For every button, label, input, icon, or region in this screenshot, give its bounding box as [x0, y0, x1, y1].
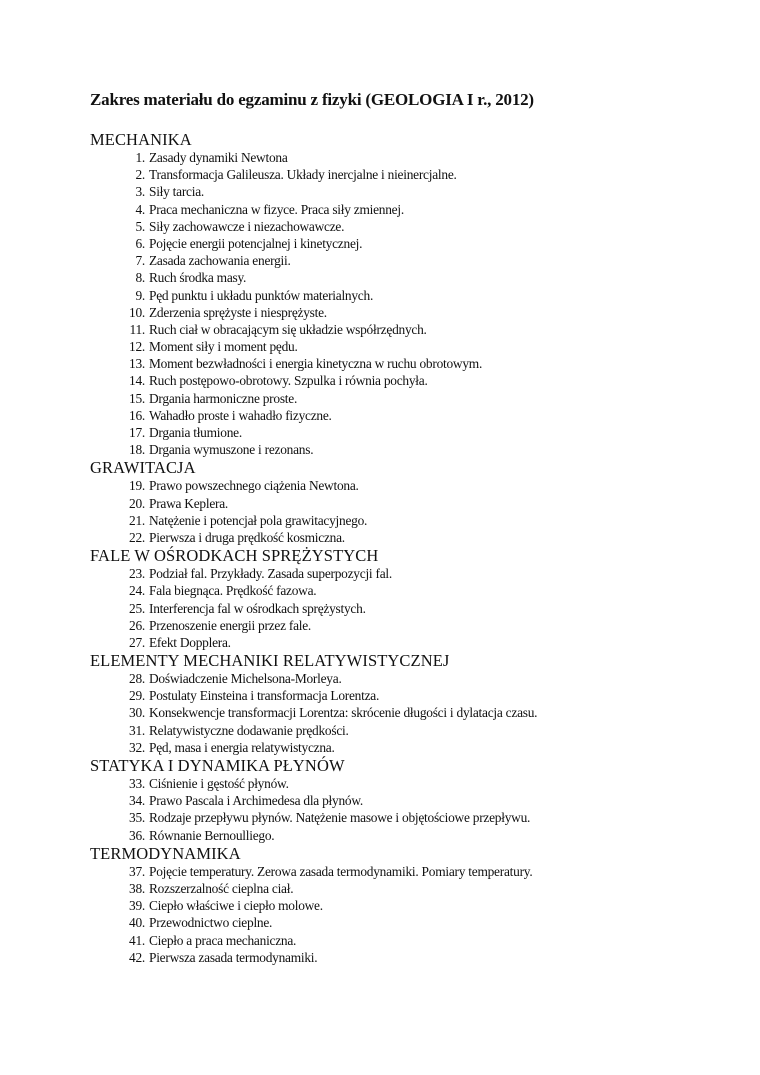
- list-item: [90, 321, 730, 338]
- item-text: Pojęcie temperatury. Zerowa zasada termodynamiki. Pomiary temperatury.: [149, 863, 533, 879]
- item-number: 16.: [129, 407, 145, 423]
- item-text: Drgania harmoniczne proste.: [149, 390, 298, 406]
- topic-list: [90, 477, 730, 546]
- item-number: 42.: [129, 949, 145, 965]
- list-item: [90, 722, 730, 739]
- list-item: [90, 704, 730, 721]
- item-number: 23.: [129, 566, 145, 582]
- list-item: [90, 338, 730, 355]
- item-number: 41.: [129, 932, 145, 948]
- item-number: 18.: [129, 442, 145, 458]
- topic-list: [90, 149, 730, 458]
- list-item: [90, 424, 730, 441]
- item-text: Pojęcie energii potencjalnej i kinetycznej.: [149, 235, 363, 251]
- item-text: Konsekwencje transformacji Lorentza: skrócenie długości i dylatacja czasu.: [149, 705, 538, 721]
- list-item: [90, 582, 730, 599]
- item-text: Moment siły i moment pędu.: [149, 339, 298, 355]
- item-number: 30.: [129, 705, 145, 721]
- item-number: 13.: [129, 356, 145, 372]
- item-number: 27.: [129, 634, 145, 650]
- item-number: 25.: [129, 600, 145, 616]
- list-item: [90, 827, 730, 844]
- item-number: 5.: [135, 218, 145, 234]
- list-item: [90, 495, 730, 512]
- list-item: [90, 372, 730, 389]
- section-heading: FALE W OŚRODKACH SPRĘŻYSTYCH: [90, 546, 379, 566]
- item-number: 11.: [129, 321, 145, 337]
- topic-list: [90, 670, 730, 756]
- item-text: Prawa Keplera.: [149, 495, 229, 511]
- topic-list: [90, 863, 730, 966]
- item-text: Zasada zachowania energii.: [149, 253, 291, 269]
- item-text: Zderzenia sprężyste i niesprężyste.: [149, 304, 327, 320]
- item-text: Doświadczenie Michelsona-Morleya.: [149, 671, 342, 687]
- list-item: [90, 529, 730, 546]
- item-text: Podział fal. Przykłady. Zasada superpozycji fal.: [149, 566, 392, 582]
- list-item: [90, 634, 730, 651]
- item-text: Prawo Pascala i Archimedesa dla płynów.: [149, 793, 363, 809]
- list-item: [90, 512, 730, 529]
- item-text: Drgania tłumione.: [149, 425, 242, 440]
- list-item: [90, 269, 730, 286]
- item-text: Praca mechaniczna w fizyce. Praca siły zmiennej.: [149, 201, 404, 217]
- topic-list: [90, 775, 730, 844]
- list-item: [90, 252, 730, 269]
- item-number: 40.: [129, 915, 145, 931]
- item-number: 34.: [129, 793, 145, 809]
- list-item: [90, 880, 730, 897]
- item-number: 24.: [129, 583, 145, 599]
- item-text: Pęd, masa i energia relatywistyczna.: [149, 739, 335, 755]
- item-number: 1.: [135, 150, 145, 165]
- item-number: 6.: [135, 235, 145, 251]
- item-number: 29.: [129, 688, 145, 704]
- list-item: [90, 390, 730, 407]
- item-text: Pierwsza zasada termodynamiki.: [149, 949, 318, 965]
- list-item: [90, 809, 730, 826]
- item-text: Rozszerzalność cieplna ciał.: [149, 880, 294, 896]
- item-number: 21.: [129, 512, 145, 528]
- section-heading: STATYKA I DYNAMIKA PŁYNÓW: [90, 756, 345, 775]
- item-text: Rodzaje przepływu płynów. Natężenie masowe i objętościowe przepływu.: [149, 810, 531, 826]
- list-item: [90, 932, 730, 949]
- section-heading: ELEMENTY MECHANIKI RELATYWISTYCZNEJ: [90, 651, 450, 671]
- item-text: Moment bezwładności i energia kinetyczna w ruchu obrotowym.: [149, 356, 483, 372]
- item-text: Zasady dynamiki Newtona: [149, 150, 288, 165]
- list-item: [90, 477, 730, 494]
- list-item: [90, 287, 730, 304]
- list-item: [90, 355, 730, 372]
- item-number: 10.: [129, 304, 145, 320]
- item-number: 17.: [129, 425, 145, 440]
- list-item: [90, 183, 730, 200]
- list-item: [90, 739, 730, 756]
- item-number: 4.: [135, 201, 145, 217]
- item-text: Przenoszenie energii przez fale.: [149, 617, 312, 633]
- list-item: [90, 775, 730, 792]
- list-item: [90, 914, 730, 931]
- list-item: [90, 407, 730, 424]
- item-text: Postulaty Einsteina i transformacja Lorentza.: [149, 688, 380, 704]
- list-item: [90, 304, 730, 321]
- item-number: 7.: [135, 253, 145, 269]
- section-heading: MECHANIKA: [90, 130, 192, 149]
- list-item: [90, 235, 730, 252]
- item-number: 20.: [129, 495, 145, 511]
- list-item: [90, 949, 730, 966]
- item-number: 26.: [129, 617, 145, 633]
- item-number: 9.: [135, 287, 145, 303]
- section-heading: GRAWITACJA: [90, 458, 196, 478]
- list-item: [90, 565, 730, 582]
- list-item: [90, 617, 730, 634]
- item-text: Ciepło a praca mechaniczna.: [149, 932, 297, 948]
- item-text: Siły zachowawcze i niezachowawcze.: [149, 218, 345, 234]
- item-text: Przewodnictwo cieplne.: [149, 915, 273, 931]
- list-item: [90, 166, 730, 183]
- item-number: 2.: [135, 167, 145, 183]
- item-number: 15.: [129, 390, 145, 406]
- list-item: [90, 687, 730, 704]
- item-text: Siły tarcia.: [149, 184, 205, 200]
- list-item: [90, 218, 730, 235]
- item-number: 22.: [129, 529, 145, 545]
- item-number: 12.: [129, 339, 145, 355]
- item-number: 31.: [129, 722, 145, 738]
- item-text: Prawo powszechnego ciążenia Newtona.: [149, 478, 359, 494]
- list-item: [90, 670, 730, 687]
- item-text: Równanie Bernoulliego.: [149, 827, 275, 843]
- item-number: 8.: [135, 270, 145, 286]
- list-item: [90, 201, 730, 218]
- item-number: 3.: [135, 184, 145, 200]
- item-text: Ruch postępowo-obrotowy. Szpulka i równia pochyła.: [149, 373, 428, 389]
- item-text: Pęd punktu i układu punktów materialnych.: [149, 287, 374, 303]
- section-heading: TERMODYNAMIKA: [90, 843, 241, 863]
- item-text: Ciepło właściwe i ciepło molowe.: [149, 898, 323, 914]
- item-number: 35.: [129, 810, 145, 826]
- item-number: 28.: [129, 671, 145, 687]
- item-number: 36.: [129, 827, 145, 843]
- item-text: Interferencja fal w ośrodkach sprężystych.: [149, 600, 366, 616]
- item-number: 14.: [129, 373, 145, 389]
- item-number: 19.: [129, 478, 145, 494]
- topic-list: [90, 565, 730, 651]
- item-text: Efekt Dopplera.: [149, 634, 231, 650]
- item-number: 38.: [129, 880, 145, 896]
- list-item: [90, 600, 730, 617]
- item-text: Pierwsza i druga prędkość kosmiczna.: [149, 529, 345, 545]
- item-text: Ciśnienie i gęstość płynów.: [149, 776, 289, 791]
- list-item: [90, 897, 730, 914]
- list-item: [90, 149, 730, 166]
- item-text: Wahadło proste i wahadło fizyczne.: [149, 407, 332, 423]
- list-item: [90, 863, 730, 880]
- item-number: 39.: [129, 898, 145, 914]
- item-text: Drgania wymuszone i rezonans.: [149, 442, 314, 458]
- item-number: 32.: [129, 739, 145, 755]
- item-text: Transformacja Galileusza. Układy inercjalne i nieinercjalne.: [149, 167, 457, 183]
- item-text: Ruch środka masy.: [149, 270, 247, 286]
- item-text: Natężenie i potencjał pola grawitacyjnego.: [149, 512, 368, 528]
- item-text: Fala biegnąca. Prędkość fazowa.: [149, 583, 317, 599]
- topic-sections: [90, 130, 730, 966]
- document-title: Zakres materiału do egzaminu z fizyki (GEOLOGIA I r., 2012): [90, 90, 534, 109]
- item-text: Ruch ciał w obracającym się układzie współrzędnych.: [149, 321, 427, 337]
- list-item: [90, 441, 730, 458]
- item-number: 33.: [129, 776, 145, 791]
- item-number: 37.: [129, 863, 145, 879]
- item-text: Relatywistyczne dodawanie prędkości.: [149, 722, 349, 738]
- list-item: [90, 792, 730, 809]
